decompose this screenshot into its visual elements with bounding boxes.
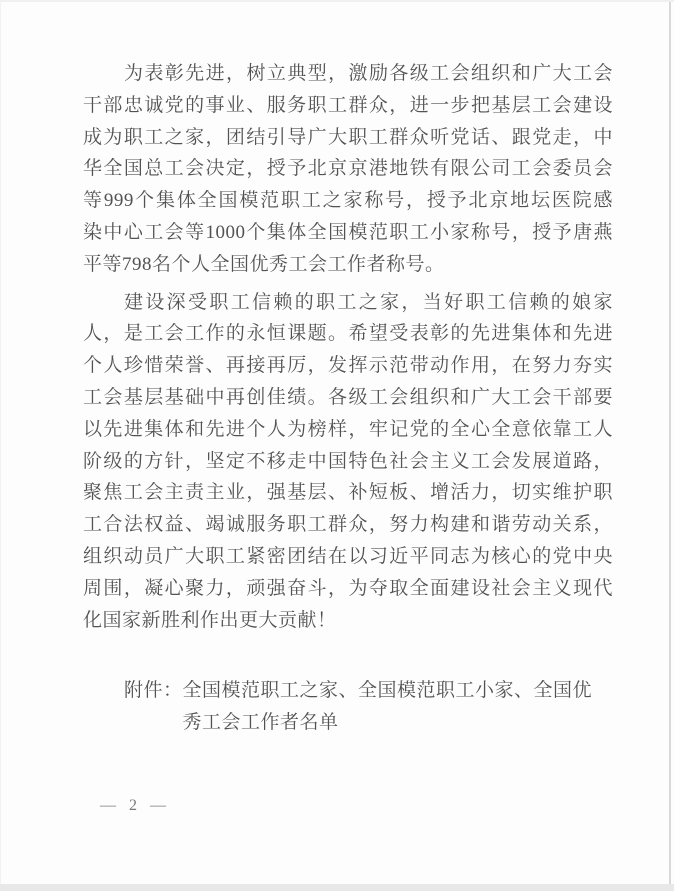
text-line: 阶级的方针，坚定不移走中国特色社会主义工会发展道路， [83, 450, 613, 472]
scan-edge-left [0, 0, 1, 891]
attachment-line: 秀工会工作者名单 [182, 712, 339, 734]
text-line: 干部忠诚党的事业、服务职工群众，进一步把基层工会建设 [83, 94, 613, 116]
attachment-label: 附件： [124, 680, 183, 702]
scan-edge-top [0, 0, 674, 2]
paragraph [83, 58, 613, 281]
document-body [83, 58, 613, 636]
text-line: 人，是工会工作的永恒课题。希望受表彰的先进集体和先进 [83, 323, 613, 345]
text-line: 工会基层基础中再创佳绩。各级工会组织和广大工会干部要 [83, 386, 613, 408]
text-line: 为表彰先进，树立典型，激励各级工会组织和广大工会 [124, 63, 613, 84]
attachment-lines [183, 675, 591, 739]
text-line: 以先进集体和先进个人为榜样，牢记党的全心全意依靠工人 [83, 418, 613, 440]
text-line: 周围，凝心聚力，顽强奋斗，为夺取全面建设社会主义现代 [83, 577, 613, 599]
text-line: 华全国总工会决定，授予北京京港地铁有限公司工会委员会 [83, 158, 613, 180]
document-content [83, 58, 613, 816]
text-line: 等999个集体全国模范职工之家称号，授予北京地坛医院感 [83, 190, 613, 212]
page-number: — 2 — [100, 796, 167, 814]
text-line: 建设深受职工信赖的职工之家，当好职工信赖的娘家 [124, 291, 613, 313]
text-line: 个人珍惜荣誉、再接再厉，发挥示范带动作用，在努力夯实 [83, 355, 613, 377]
paragraph [83, 287, 613, 637]
text-line: 组织动员广大职工紧密团结在以习近平同志为核心的党中央 [83, 545, 613, 567]
scan-edge-bottom [0, 884, 674, 891]
text-line: 聚焦工会主责主业，强基层、补短板、增活力，切实维护职 [83, 482, 613, 504]
scan-edge-right [669, 2, 671, 885]
text-line: 化国家新胜利作出更大贡献！ [83, 609, 337, 631]
text-line: 平等798名个人全国优秀工会工作者称号。 [83, 253, 445, 275]
attachment-line: 全国模范职工之家、全国模范职工小家、全国优 [182, 680, 593, 702]
text-line: 工合法权益、竭诚服务职工群众，努力构建和谐劳动关系， [83, 514, 613, 536]
attachment-block [124, 675, 613, 739]
text-line: 染中心工会等1000个集体全国模范职工小家称号，授予唐燕 [83, 221, 613, 243]
text-line: 成为职工之家，团结引导广大职工群众听党话、跟党走，中 [83, 126, 613, 148]
